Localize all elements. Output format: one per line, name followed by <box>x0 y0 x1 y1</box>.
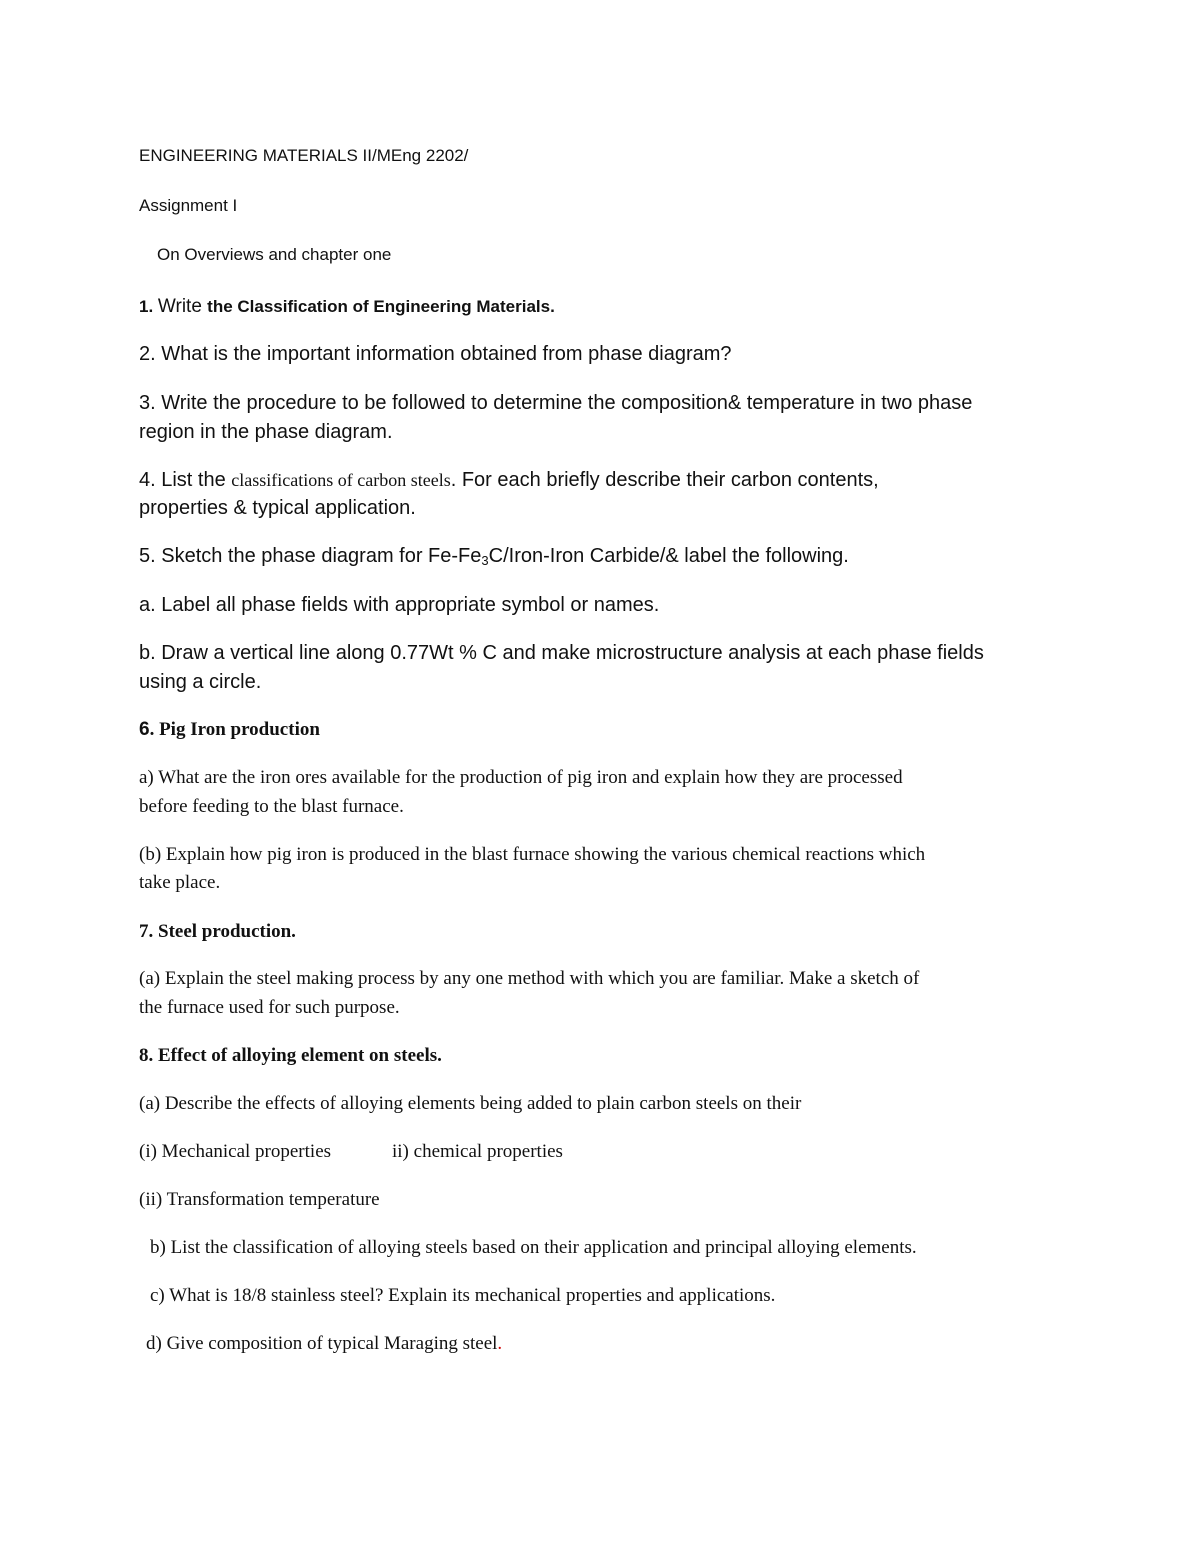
question-4-middle: classifications of carbon steels <box>231 470 451 490</box>
question-8-b: b) List the classification of alloying steels based on their application and principal alloying elements. <box>150 1237 917 1258</box>
question-6-b-line-2: take place. <box>139 872 221 893</box>
question-8-a: (a) Describe the effects of alloying elements being added to plain carbon steels on their <box>139 1093 802 1114</box>
question-8-ii-transformation: (ii) Transformation temperature <box>139 1189 380 1210</box>
question-1-number: 1. <box>139 297 158 316</box>
question-8-c: c) What is 18/8 stainless steel? Explain its mechanical properties and applications. <box>150 1285 776 1306</box>
question-1-word: Write <box>157 296 208 317</box>
question-3-line-1: 3. Write the procedure to be followed to determine the composition& temperature in two phase <box>139 392 973 414</box>
question-5-subscript: 3 <box>481 553 489 568</box>
question-4-line-1 <box>139 469 879 492</box>
question-7-heading: 7. Steel production. <box>139 921 296 942</box>
assignment-topic: On Overviews and chapter one <box>157 245 392 264</box>
question-6-a-line-1: a) What are the iron ores available for the production of pig iron and explain how they are processed <box>139 767 903 788</box>
question-4-start: 4. List the <box>139 469 232 491</box>
question-5-b-line-2: using a circle. <box>139 671 262 693</box>
question-7-a-line-2: the furnace used for such purpose. <box>139 997 400 1018</box>
question-4-end: . For each briefly describe their carbon contents, <box>450 469 879 491</box>
question-2: 2. What is the important information obtained from phase diagram? <box>139 343 732 365</box>
question-5-start: 5. Sketch the phase diagram for Fe-Fe <box>139 545 482 567</box>
question-5 <box>139 545 849 568</box>
question-1-text: the Classification of Engineering Materials. <box>207 297 555 316</box>
question-3-line-2: region in the phase diagram. <box>139 421 393 443</box>
question-8-d-period: . <box>497 1333 503 1354</box>
question-5-a: a. Label all phase fields with appropriate symbol or names. <box>139 594 660 616</box>
question-5-b-line-1: b. Draw a vertical line along 0.77Wt % C and make microstructure analysis at each phase fields <box>139 642 984 664</box>
question-5-end: C/Iron-Iron Carbide/& label the following. <box>488 545 849 567</box>
question-6-b-line-1: (b) Explain how pig iron is produced in the blast furnace showing the various chemical reactions which <box>139 844 926 865</box>
question-6-number: 6 <box>139 719 150 740</box>
question-1 <box>139 296 555 318</box>
assignment-title: Assignment I <box>139 196 238 215</box>
question-6-heading <box>139 719 320 741</box>
course-title: ENGINEERING MATERIALS II/MEng 2202/ <box>139 146 469 165</box>
question-6-title: . Pig Iron production <box>149 719 320 740</box>
question-8-ii-chemical: ii) chemical properties <box>392 1141 563 1162</box>
question-7-a-line-1: (a) Explain the steel making process by any one method with which you are familiar. Make a sketch of <box>139 968 920 989</box>
question-8-heading: 8. Effect of alloying element on steels. <box>139 1045 442 1066</box>
question-6-a-line-2: before feeding to the blast furnace. <box>139 796 404 817</box>
question-4-line-2: properties & typical application. <box>139 497 416 519</box>
question-8-d <box>146 1333 502 1355</box>
question-8-i: (i) Mechanical properties <box>139 1141 332 1162</box>
question-8-d-text: d) Give composition of typical Maraging steel <box>146 1333 498 1354</box>
